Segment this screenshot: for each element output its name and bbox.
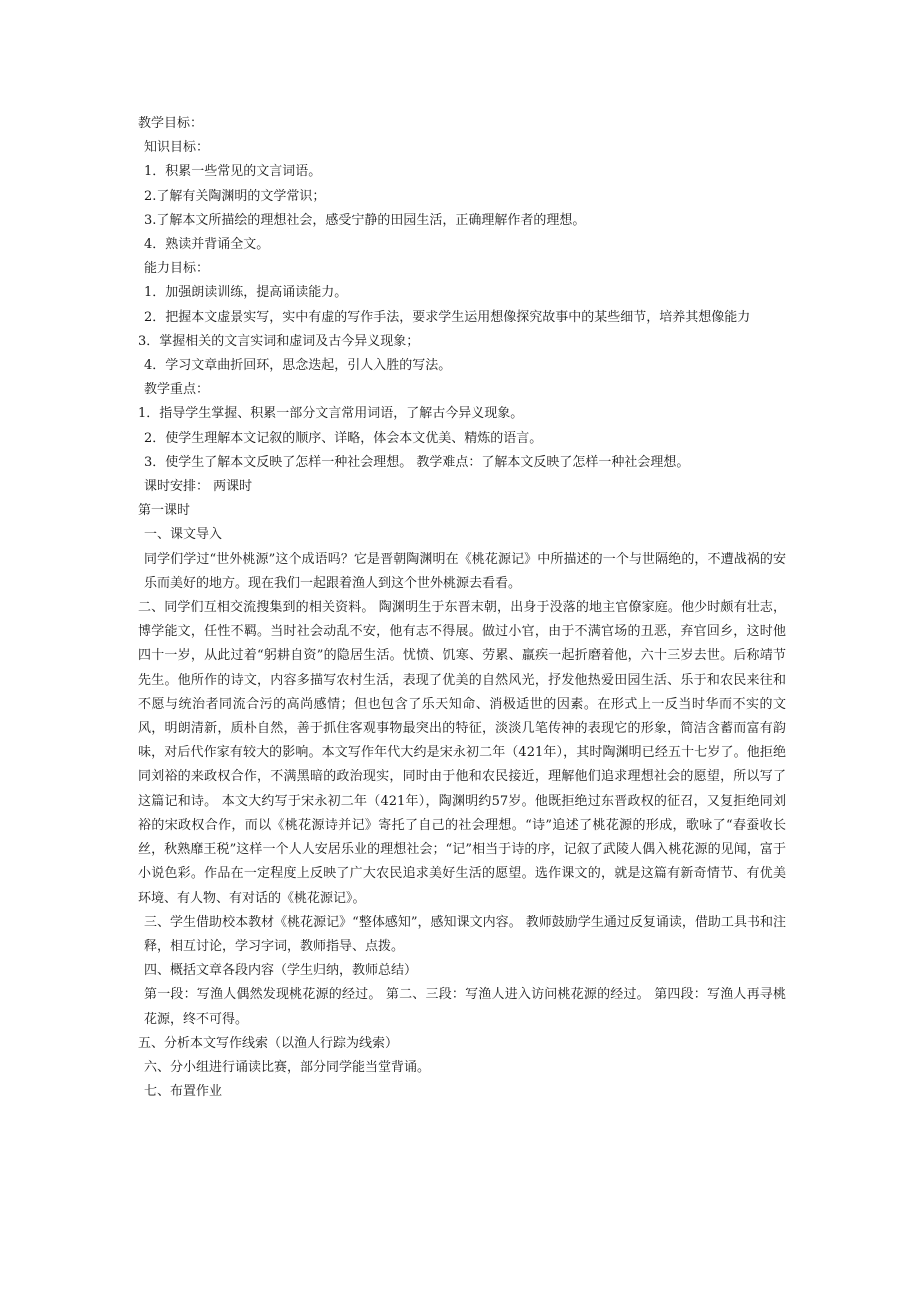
paragraph-15: 3．使学生了解本文反映了怎样一种社会理想。 教学难点：了解本文反映了怎样一种社会理想。 bbox=[144, 454, 690, 470]
paragraph-16: 课时安排： 两课时 bbox=[144, 479, 253, 495]
paragraph-10: 3．掌握相关的文言实词和虚词及古今异义现象； bbox=[138, 333, 420, 349]
paragraph-2: 知识目标： bbox=[144, 140, 210, 156]
paragraph-23: 第一段：写渔人偶然发现桃花源的经过。 第二、三段：写渔人进入访问桃花源的经过。 第四段：写渔人再寻桃花源，终不可得。 bbox=[144, 987, 786, 1027]
paragraph-24: 五、分析本文写作线索（以渔人行踪为线索） bbox=[138, 1035, 399, 1051]
paragraph-26: 七、布置作业 bbox=[144, 1084, 223, 1100]
paragraph-6: 4．熟读并背诵全文。 bbox=[144, 237, 270, 253]
paragraph-11: 4．学习文章曲折回环，思念迭起，引人入胜的写法。 bbox=[144, 358, 452, 374]
paragraph-1: 教学目标： bbox=[138, 116, 204, 131]
paragraph-13: 1．指导学生掌握、积累一部分文言常用词语，了解古今异义现象。 bbox=[138, 406, 524, 422]
paragraph-17: 第一课时 bbox=[138, 503, 191, 519]
paragraph-19: 同学们学过“世外桃源”这个成语吗？它是晋朝陶渊明在《桃花源记》中所描述的一个与世隔绝的，不遭战祸的安乐而美好的地方。现在我们一起跟着渔人到这个世外桃源去看看。 bbox=[144, 551, 786, 591]
paragraph-4: 2.了解有关陶渊明的文学常识； bbox=[144, 188, 326, 204]
paragraph-3: 1．积累一些常见的文言词语。 bbox=[144, 164, 322, 180]
paragraph-12: 教学重点： bbox=[144, 382, 210, 398]
paragraph-7: 能力目标： bbox=[144, 261, 210, 277]
paragraph-5: 3.了解本文所描绘的理想社会，感受宁静的田园生活，正确理解作者的理想。 bbox=[144, 212, 586, 228]
paragraph-18: 一、课文导入 bbox=[144, 527, 223, 543]
paragraph-22: 四、概括文章各段内容（学生归纳，教师总结） bbox=[144, 963, 418, 979]
paragraph-21: 三、学生借助校本教材《桃花源记》“整体感知”，感知课文内容。 教师鼓励学生通过反复诵读，借助工具书和注释，相互讨论，学习字词，教师指导、点拨。 bbox=[144, 914, 786, 954]
paragraph-14: 2．使学生理解本文记叙的顺序、详略，体会本文优美、精炼的语言。 bbox=[144, 430, 543, 446]
paragraph-25: 六、分小组进行诵读比赛，部分同学能当堂背诵。 bbox=[144, 1059, 431, 1075]
paragraph-20: 二、同学们互相交流搜集到的相关资料。 陶渊明生于东晋末朝，出身于没落的地主官僚家庭。他少时颇有壮志，博学能文，任性不羁。当时社会动乱不安，他有志不得展。做过小官，由于不满官场的丑恶，弃官回乡，这时他四十一岁，从此过着“躬耕自资”的隐居生活。忧愤、饥寒、劳累、羸疾一起折磨着他，六十三岁去世。后称靖节先生。他所作的诗文，内容多描写农村生活，表现了优美的自然风光，抒发他热爱田园生活、乐于和农民来往和不愿与统治者同流合污的高尚感情；但也包含了乐天知命、消极适世的因素。在形式上一反当时华而不实的文风，明朗清新，质朴自然，善于抓住客观事物最突出的特征，淡淡几笔传神的表现它的形象，简洁含蓄而富有韵味，对后代作家有较大的影响。本文写作年代大约是宋永初二年（421年），其时陶渊明已经五十七岁了。他拒绝同刘裕的来政权合作，不满黑暗的政治现实，同时由于他和农民接近，理解他们追求理想社会的愿望，所以写了这篇记和诗。 本文大约写于宋永初二年（421年），陶渊明约57岁。他既拒绝过东晋政权的征召，又复拒绝同刘裕的宋政权合作，而以《桃花源诗并记》寄托了自己的社会理想。“诗”追述了桃花源的形成，歌咏了“春蚕收长丝，秋熟靡王税”这样一个人人安居乐业的理想社会；“记”相当于诗的序，记叙了武陵人偶入桃花源的见闻，富于小说色彩。作品在一定程度上反映了广大农民追求美好生活的愿望。选作课文的，就是这篇有新奇情节、有优美环境、有人物、有对话的《桃花源记》。 bbox=[138, 600, 786, 906]
paragraph-9: 2．把握本文虚景实写，实中有虚的写作手法，要求学生运用想像探究故事中的某些细节，培养其想像能力 bbox=[144, 309, 751, 325]
paragraph-8: 1．加强朗读训练，提高诵读能力。 bbox=[144, 285, 348, 301]
document-body bbox=[138, 112, 786, 1104]
